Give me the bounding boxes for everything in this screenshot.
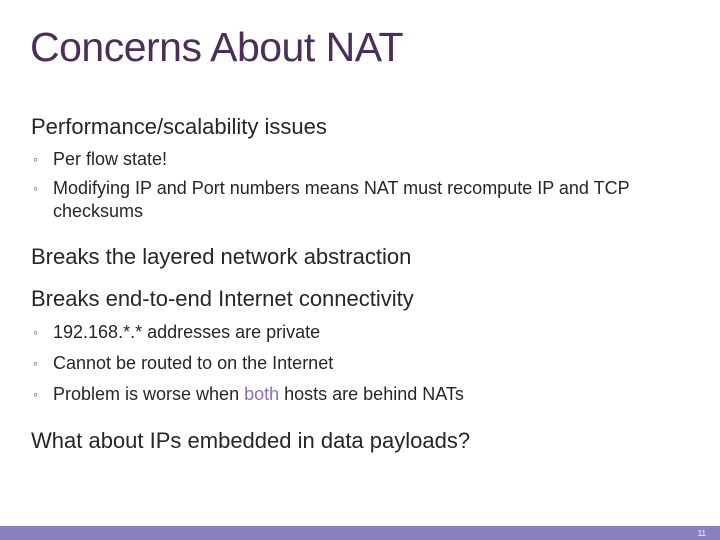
sub-bullet-text: Modifying IP and Port numbers means NAT must recompute IP and TCP checksums (53, 178, 630, 221)
sub-bullet-text-after: hosts are behind NATs (279, 384, 464, 404)
slide-content (31, 112, 691, 456)
sub-bullet-text: Per flow state! (53, 149, 168, 169)
sub-bullet-text-before: Problem is worse when (53, 384, 245, 404)
sub-bullet-both-behind-nats (31, 383, 691, 406)
bullet-end-to-end: Breaks end-to-end Internet connectivity (31, 286, 414, 311)
sub-bullet-cannot-route (31, 352, 691, 375)
sub-bullet-text: 192.168.*.* addresses are private (53, 322, 321, 342)
sub-bullet-text: Cannot be routed to on the Internet (53, 353, 334, 373)
bullet-layered-abstraction: Breaks the layered network abstraction (31, 244, 412, 269)
highlighted-word-both: both (244, 384, 280, 404)
footer-bar (0, 526, 720, 540)
bullet-marker-icon: ◦ (33, 151, 38, 167)
page-number: 11 (697, 529, 706, 538)
bullet-performance: Performance/scalability issues (31, 114, 327, 139)
bullet-marker-icon: ◦ (33, 355, 38, 371)
bullet-embedded-ips: What about IPs embedded in data payloads? (31, 428, 471, 453)
slide-title: Concerns About NAT (30, 24, 404, 70)
bullet-marker-icon: ◦ (33, 324, 38, 340)
sub-bullet-private-addresses (31, 321, 691, 344)
bullet-marker-icon: ◦ (33, 386, 38, 402)
sub-bullet-per-flow-state (31, 148, 691, 171)
sub-bullet-checksums (31, 177, 693, 223)
bullet-marker-icon: ◦ (33, 180, 38, 196)
